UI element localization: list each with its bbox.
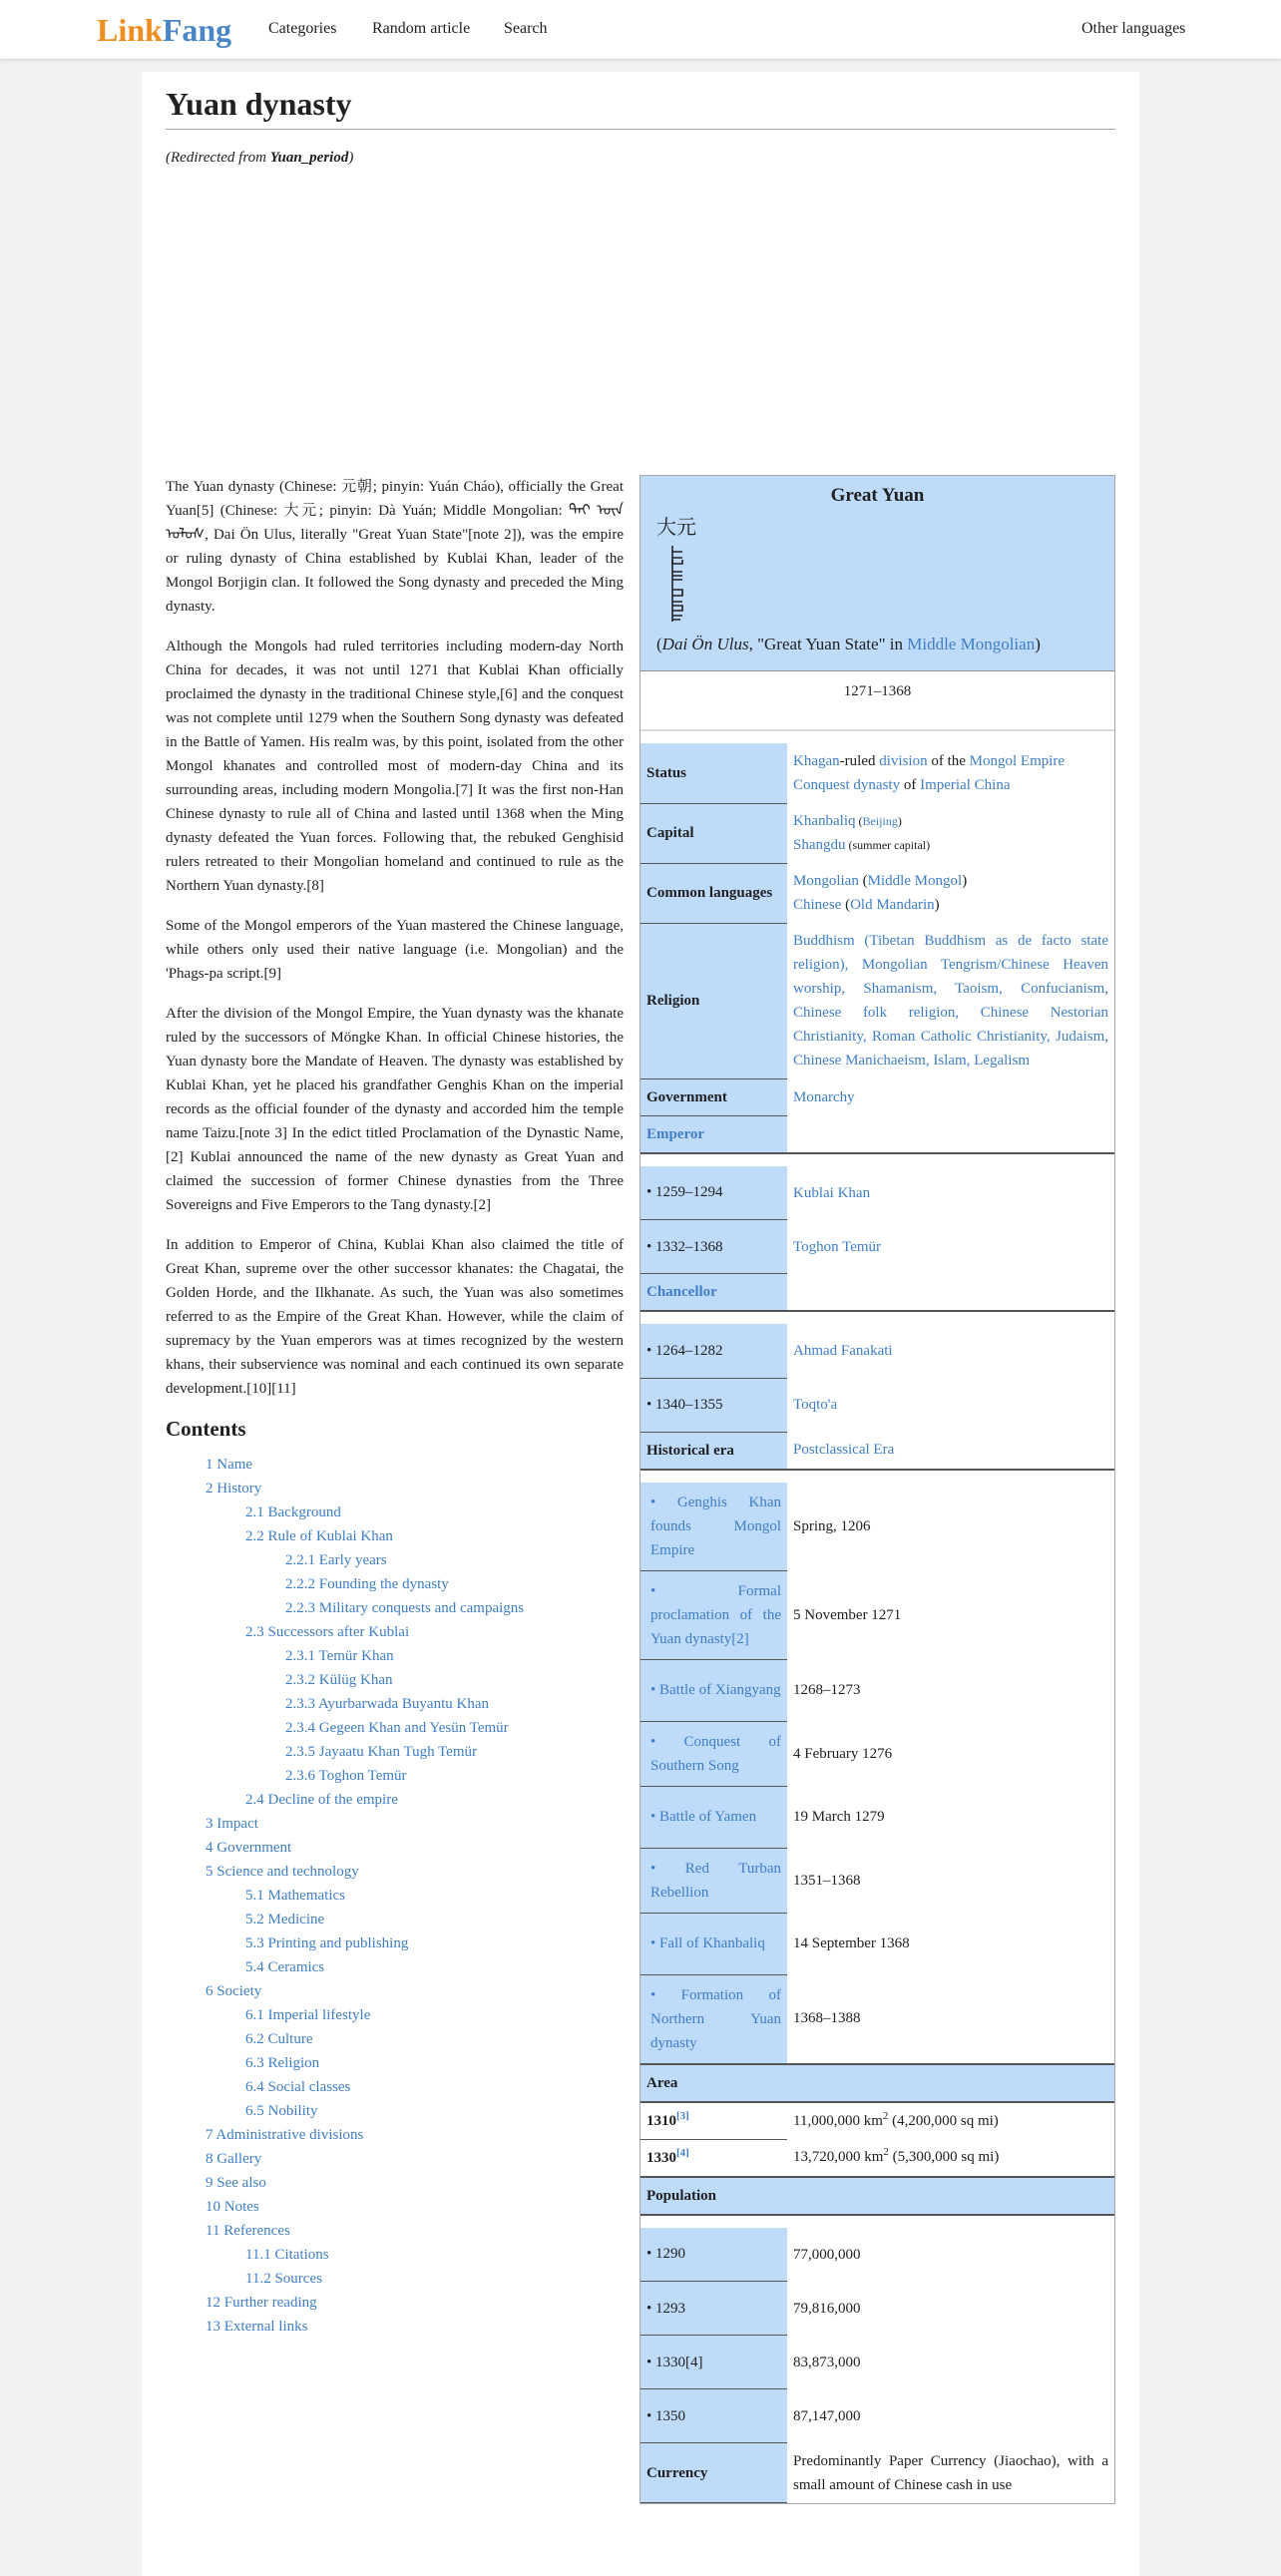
population-year: • 1290 (640, 2228, 787, 2282)
event-label[interactable]: • Battle of Xiangyang (640, 1659, 787, 1721)
shangdu-link[interactable]: Shangdu (793, 837, 846, 853)
area-year: 1310[3] (640, 2102, 787, 2140)
event-label[interactable]: • Conquest of Southern Song (640, 1721, 787, 1786)
toc-item[interactable] (166, 1644, 624, 1668)
area-year: 1330[4] (640, 2139, 787, 2177)
toc-link[interactable]: 11.1 Citations (245, 2247, 329, 2263)
toc-item[interactable] (166, 2123, 624, 2147)
event-row (640, 1974, 1114, 2064)
capital-label: Capital (640, 803, 787, 863)
nav-random-article-link[interactable]: Random article (372, 20, 471, 37)
contents-heading: Contents (166, 1417, 246, 1441)
top-nav-bar (0, 0, 1281, 60)
toc-item[interactable] (166, 2171, 624, 2195)
area-row (640, 2139, 1114, 2177)
population-row (640, 2228, 1114, 2282)
capital-row (640, 803, 1114, 863)
toc-link[interactable]: 3 Impact (206, 1816, 258, 1832)
event-row (640, 1570, 1114, 1659)
event-row (640, 1483, 1114, 1571)
religion-value[interactable]: Buddhism (Tibetan Buddhism as de facto state religion), Mongolian Tengrism/Chinese Heaven worship, Shamanism, Taoism, Confucianism, Chinese folk religion, Chinese Nestorian Christianity, Roman Catholic Christianity, Judaism, Chinese Manichaeism, Islam, Legalism (793, 933, 1108, 1069)
lead-paragraph-5: In addition to Emperor of China, Kublai Khan also claimed the title of Great Khan, supreme over the other successor khanates: the Chagatai, the Golden Horde, and the Ilkhanate. As such, the Yuan was also sometimes referred to as the Empire of the Great Khan. However, while the claim of supremacy by the Yuan emperors was at times recognized by the western khans, their subservience was nominal and each continued its own separate development.[10][11] (166, 1237, 624, 1397)
khanbaliq-link[interactable]: Khanbaliq (793, 813, 856, 829)
toc-link[interactable]: 6.1 Imperial lifestyle (245, 2007, 371, 2023)
infobox-table (640, 731, 1114, 2503)
languages-value: Mongolian (Middle Mongol) Chinese (Old Mandarin) (793, 873, 968, 913)
infobox-title: Great Yuan (830, 485, 925, 506)
toc-link[interactable]: 2.3.2 Külüg Khan (285, 1672, 393, 1688)
table-of-contents (166, 1453, 624, 2339)
toc-link[interactable]: 13 External links (206, 2319, 308, 2335)
toc-link[interactable]: 2.3 Successors after Kublai (245, 1624, 410, 1640)
event-date: Spring, 1206 (793, 1517, 871, 1534)
toc-link[interactable]: 2.4 Decline of the empire (245, 1792, 398, 1808)
toc-link[interactable]: 2.3.6 Toghon Temür (285, 1768, 407, 1784)
status-label: Status (640, 743, 787, 803)
event-label[interactable]: • Formal proclamation of the Yuan dynasty[2] (640, 1570, 787, 1659)
division-link[interactable]: division (879, 753, 928, 769)
government-label: Government (640, 1078, 787, 1115)
toc-item[interactable] (166, 2315, 624, 2339)
event-date: 4 February 1276 (793, 1745, 893, 1762)
era-label: Historical era (640, 1432, 787, 1470)
currency-value: Predominantly Paper Currency (Jiaochao), with a small amount of Chinese cash in use (793, 2452, 1108, 2493)
mongolian-link[interactable]: Mongolian (793, 873, 859, 889)
mongolian-script-glyphs (664, 544, 688, 624)
toc-item[interactable] (166, 1716, 624, 1740)
lead-paragraph-3: Some of the Mongol emperors of the Yuan mastered the Chinese language, while others only used their native language (i.e. Mongolian) and the 'Phags-pa script.[9] (166, 918, 624, 982)
government-row (640, 1078, 1114, 1115)
toc-item[interactable] (166, 1955, 624, 1979)
toc-link[interactable]: 2.2.2 Founding the dynasty (285, 1576, 449, 1592)
event-row (640, 1848, 1114, 1913)
religion-row (640, 923, 1114, 1078)
toc-link[interactable]: 2.3.3 Ayurbarwada Buyantu Khan (285, 1696, 489, 1712)
toc-item[interactable] (166, 2267, 624, 2291)
toc-item[interactable] (166, 1501, 624, 1524)
infobox-native-name: 大元 (656, 515, 696, 539)
population-section (640, 2177, 1114, 2215)
population-year: • 1330[4] (640, 2336, 787, 2389)
event-row (640, 1913, 1114, 1974)
toc-item[interactable] (166, 1860, 624, 1884)
toc-item[interactable] (166, 2099, 624, 2123)
toc-link[interactable]: 5.1 Mathematics (245, 1888, 345, 1904)
toc-item[interactable] (166, 1788, 624, 1812)
beijing-link[interactable]: Beijing (862, 814, 898, 828)
toc-link[interactable]: 9 See also (206, 2175, 266, 2191)
toc-link[interactable]: 5.3 Printing and publishing (245, 1935, 409, 1951)
population-value: 77,000,000 (793, 2246, 861, 2263)
toc-item[interactable] (166, 1979, 624, 2003)
toc-item[interactable] (166, 1908, 624, 1932)
toc-item[interactable] (166, 1620, 624, 1644)
infobox-mongolian-script (664, 544, 1098, 629)
emperor-name-link[interactable]: Toghon Temür (793, 1238, 882, 1255)
infobox (640, 475, 1115, 2504)
toc-link[interactable]: 5 Science and technology (206, 1864, 359, 1880)
toc-item[interactable] (166, 1596, 624, 1620)
toc-item[interactable] (166, 2147, 624, 2171)
event-label[interactable]: • Formation of Northern Yuan dynasty (640, 1974, 787, 2064)
area-list (640, 2102, 1114, 2177)
toc-item[interactable] (166, 1812, 624, 1836)
emperor-section (640, 1115, 1114, 1153)
event-date: 19 March 1279 (793, 1809, 885, 1825)
toc-item[interactable] (166, 1692, 624, 1716)
population-row (640, 2282, 1114, 2336)
old-mandarin-link[interactable]: Old Mandarin (850, 897, 935, 913)
toc-item[interactable] (166, 2075, 624, 2099)
event-date: 1351–1368 (793, 1872, 861, 1889)
lead-paragraph-4: After the division of the Mongol Empire, the Yuan dynasty was the khanate ruled by the successors of Möngke Khan. In official Chinese histories, the Yuan dynasty bore the Mandate of Heaven. The dynasty was established by Kublai Khan, yet he placed his grandfather Genghis Khan on the imperial records as the official founder of the dynasty and accorded him the temple name Taizu.[note 3] In the edict titled Proclamation of the Dynastic Name,[2] Kublai announced the name of the new dynasty as Great Yuan and claimed the succession of former Chinese dynasties from the Three Sovereigns and Five Emperors to the Tang dynasty.[2] (166, 1006, 624, 1213)
chancellor-name-link[interactable]: Ahmad Fanakati (793, 1343, 893, 1359)
event-label[interactable]: • Battle of Yamen (640, 1786, 787, 1848)
toc-link[interactable]: 7 Administrative divisions (206, 2127, 364, 2143)
toc-link[interactable]: 6 Society (206, 1983, 262, 1999)
toc-link[interactable]: 2 History (206, 1481, 262, 1497)
population-value: 79,816,000 (793, 2300, 861, 2317)
chancellor-section (640, 1274, 1114, 1312)
event-label[interactable]: • Red Turban Rebellion (640, 1848, 787, 1913)
event-date: 1368–1388 (793, 2010, 861, 2027)
monarchy-link[interactable]: Monarchy (793, 1088, 855, 1105)
chancellor-years: • 1340–1355 (640, 1378, 787, 1432)
event-date: 1268–1273 (793, 1682, 861, 1698)
emperor-years: • 1332–1368 (640, 1220, 787, 1274)
emperor-row (640, 1166, 1114, 1220)
postclassical-era-link[interactable]: Postclassical Era (793, 1442, 895, 1459)
area-label: Area (640, 2064, 1114, 2102)
population-value: 87,147,000 (793, 2407, 861, 2424)
event-date: 5 November 1271 (793, 1606, 902, 1623)
toc-item[interactable] (166, 2291, 624, 2315)
lead-paragraph-2: Although the Mongols had ruled territories including modern-day North China for decades, it was not until 1271 that Kublai Khan officially proclaimed the dynasty in the traditional Chinese style,[6] and the conquest was not complete until 1279 when the Southern Song dynasty was defeated in the Battle of Yamen. His realm was, by this point, isolated from the other Mongol khanates and controlled most of modern-day China and its surrounding areas, including modern Mongolia.[7] It was the first non-Han Chinese dynasty to rule all of China and lasted until 1368 when the Ming dynasty defeated the Yuan forces. Following that, the rebuked Genghisid rulers retreated to their Mongolian homeland and continued to rule as the Northern Yuan dynasty.[8] (166, 639, 624, 894)
emperor-name-link[interactable]: Kublai Khan (793, 1184, 871, 1201)
events-list (640, 1483, 1114, 2064)
toc-link[interactable]: 12 Further reading (206, 2295, 317, 2311)
toc-item[interactable] (166, 1836, 624, 1860)
toc-link[interactable]: 6.4 Social classes (245, 2079, 351, 2095)
toc-link[interactable]: 1 Name (206, 1457, 253, 1473)
toc-link[interactable]: 11 References (206, 2223, 290, 2239)
chancellor-row (640, 1378, 1114, 1432)
chancellor-years: • 1264–1282 (640, 1324, 787, 1378)
emperor-row (640, 1220, 1114, 1274)
toc-item[interactable] (166, 2243, 624, 2267)
nav-search-link[interactable]: Search (504, 20, 548, 37)
middle-mongol-link[interactable]: Middle Mongol (867, 873, 963, 889)
toc-link[interactable]: 2.1 Background (245, 1504, 341, 1520)
population-row (640, 2389, 1114, 2443)
population-row (640, 2336, 1114, 2389)
site-logo[interactable]: LinkFang (97, 12, 232, 48)
population-year: • 1293 (640, 2282, 787, 2336)
toc-link[interactable]: 8 Gallery (206, 2151, 262, 2167)
infobox-transliteration: (Dai Ön Ulus, "Great Yuan State" in Middle Mongolian) (656, 635, 1041, 653)
area-row (640, 2102, 1114, 2140)
event-row (640, 1721, 1114, 1786)
toc-item[interactable] (166, 1453, 624, 1477)
toc-link[interactable]: 5.4 Ceramics (245, 1959, 325, 1975)
imperial-china-link[interactable]: Imperial China (920, 777, 1011, 793)
toc-link[interactable]: 6.2 Culture (245, 2031, 313, 2047)
toc-link[interactable]: 10 Notes (206, 2199, 259, 2215)
toc-link[interactable]: 6.3 Religion (245, 2055, 320, 2071)
toc-item[interactable] (166, 2027, 624, 2051)
toc-item[interactable] (166, 2051, 624, 2075)
chancellor-label[interactable]: Chancellor (640, 1274, 787, 1312)
event-row (640, 1786, 1114, 1848)
infobox-header (640, 476, 1114, 671)
page-title: Yuan dynasty (166, 86, 1115, 130)
infobox-dates: 1271–1368 (640, 671, 1114, 731)
chancellor-name-link[interactable]: Toqto'a (793, 1397, 838, 1413)
emperor-years: • 1259–1294 (640, 1166, 787, 1220)
event-date: 14 September 1368 (793, 1935, 910, 1951)
toc-item[interactable] (166, 1477, 624, 1501)
emperor-label[interactable]: Emperor (640, 1115, 787, 1153)
toc-link[interactable]: 2.2.1 Early years (285, 1552, 387, 1568)
event-label[interactable]: • Fall of Khanbaliq (640, 1913, 787, 1974)
languages-row (640, 863, 1114, 923)
article-lead (166, 475, 624, 2339)
toc-item[interactable] (166, 1740, 624, 1764)
population-label: Population (640, 2177, 1114, 2215)
toc-link[interactable]: 6.5 Nobility (245, 2103, 318, 2119)
capital-value: Khanbaliq (Beijing) Shangdu (summer capital) (793, 813, 931, 853)
toc-link[interactable]: 4 Government (206, 1840, 292, 1856)
languages-label: Common languages (640, 863, 787, 923)
nav-categories-link[interactable]: Categories (268, 20, 337, 37)
chancellor-row (640, 1324, 1114, 1378)
population-value: 83,873,000 (793, 2354, 861, 2370)
toc-link[interactable]: 2.2 Rule of Kublai Khan (245, 1528, 393, 1544)
redirect-target: Yuan_period (269, 150, 349, 166)
event-row (640, 1659, 1114, 1721)
redirect-note: (Redirected from Yuan_period) (166, 150, 354, 166)
toc-link[interactable]: 11.2 Sources (245, 2271, 322, 2287)
lead-paragraph-1: The Yuan dynasty (Chinese: 元朝; pinyin: Yuán Cháo), officially the Great Yuan[5] (Chinese: 大元; pinyin: Dà Yuán; Middle Mongolian: ᠳᠠᠢ ᠦᠨ ᠤᠯᠤᠰ, Dai Ön Ulus, literally "Great Yuan State"[note 2]), was the empire or ruling dynasty of China established by Kublai Khan, leader of the Mongol Borjigin clan. It followed the Song dynasty and preceded the Ming dynasty. (166, 479, 624, 615)
currency-row (640, 2443, 1114, 2503)
area-value: 13,720,000 $km^2$ (5,300,000 sq mi) (793, 2146, 1000, 2166)
middle-mongolian-link[interactable]: Middle Mongolian (907, 635, 1036, 653)
population-list (640, 2228, 1114, 2443)
toc-link[interactable]: 2.3.1 Temür Khan (285, 1648, 394, 1664)
toc-link[interactable]: 2.3.5 Jayaatu Khan Tugh Temür (285, 1744, 477, 1760)
toc-item[interactable] (166, 1932, 624, 1955)
toc-link[interactable]: 2.2.3 Military conquests and campaigns (285, 1600, 525, 1616)
toc-item[interactable] (166, 1548, 624, 1572)
toc-item[interactable] (166, 1572, 624, 1596)
article-card (142, 72, 1139, 2576)
toc-item[interactable] (166, 1524, 624, 1548)
era-row (640, 1432, 1114, 1470)
status-value: Khagan-ruled division of the Mongol Empire Conquest dynasty of Imperial China (793, 753, 1066, 793)
toc-link[interactable]: 2.3.4 Gegeen Khan and Yesün Temür (285, 1720, 509, 1736)
chinese-link[interactable]: Chinese (793, 897, 842, 913)
khagan-link[interactable]: Khagan (793, 753, 840, 769)
status-row (640, 743, 1114, 803)
event-label[interactable]: • Genghis Khan founds Mongol Empire (640, 1483, 787, 1571)
area-section (640, 2064, 1114, 2102)
toc-item[interactable] (166, 1764, 624, 1788)
toc-item[interactable] (166, 2219, 624, 2243)
nav-other-languages-link[interactable]: Other languages (1081, 20, 1186, 37)
religion-label: Religion (640, 923, 787, 1078)
conquest-dynasty-link[interactable]: Conquest dynasty (793, 777, 901, 793)
toc-item[interactable] (166, 2003, 624, 2027)
currency-label: Currency (640, 2443, 787, 2503)
area-value: 11,000,000 $km^2$ (4,200,000 sq mi) (793, 2109, 999, 2129)
toc-item[interactable] (166, 1884, 624, 1908)
toc-item[interactable] (166, 2195, 624, 2219)
mongol-empire-link[interactable]: Mongol Empire (969, 753, 1066, 769)
toc-item[interactable] (166, 1668, 624, 1692)
population-year: • 1350 (640, 2389, 787, 2443)
toc-link[interactable]: 5.2 Medicine (245, 1912, 325, 1928)
